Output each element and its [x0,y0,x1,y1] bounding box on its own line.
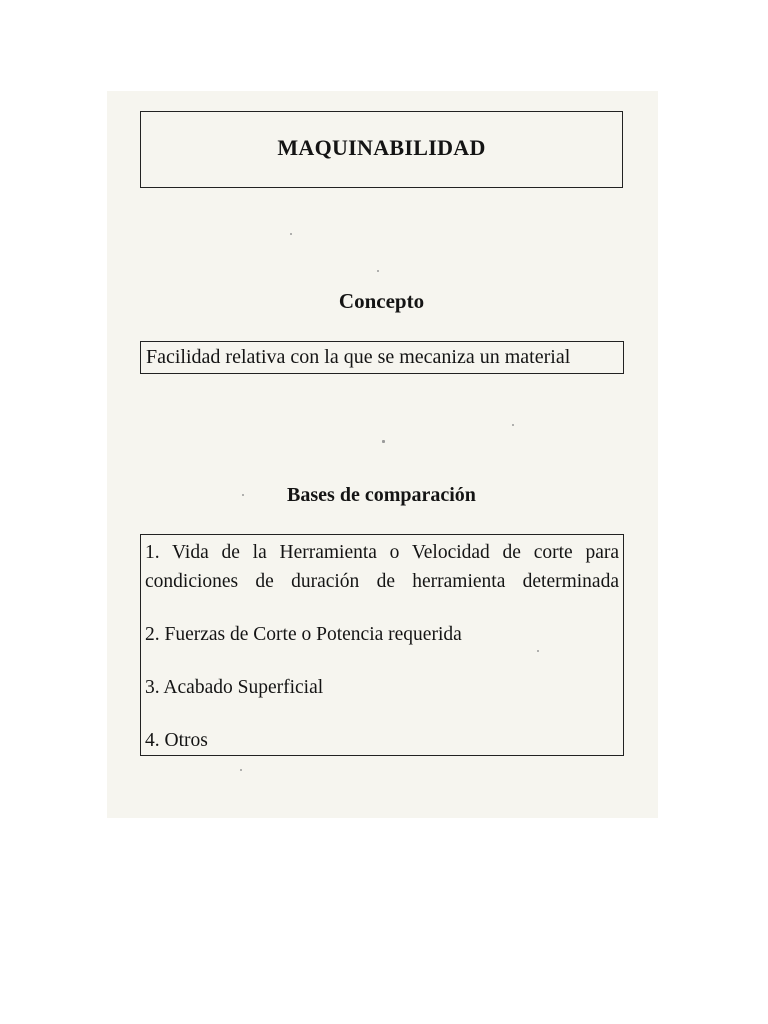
scan-speck [240,769,242,771]
bases-item-3: 3. Acabado Superficial [145,677,324,698]
scan-speck [377,270,379,272]
concept-box [140,341,624,374]
bases-box [140,534,624,756]
title-box [140,111,623,188]
scan-speck [290,233,292,235]
bases-item-2: 2. Fuerzas de Corte o Potencia requerida [145,624,462,645]
bases-heading: Bases de comparación [287,484,476,506]
bases-item-4: 4. Otros [145,730,208,751]
bases-item-1: 1. Vida de la Herramienta o Velocidad de corte para condiciones de duración de herramienta determinada [145,542,619,592]
concept-text: Facilidad relativa con la que se mecaniza un material [146,346,571,368]
concept-heading: Concepto [338,289,425,313]
scan-speck [512,424,514,426]
scan-speck [537,650,539,652]
scan-speck [242,494,244,496]
scan-speck [382,440,385,443]
document-title: MAQUINABILIDAD [277,134,486,160]
